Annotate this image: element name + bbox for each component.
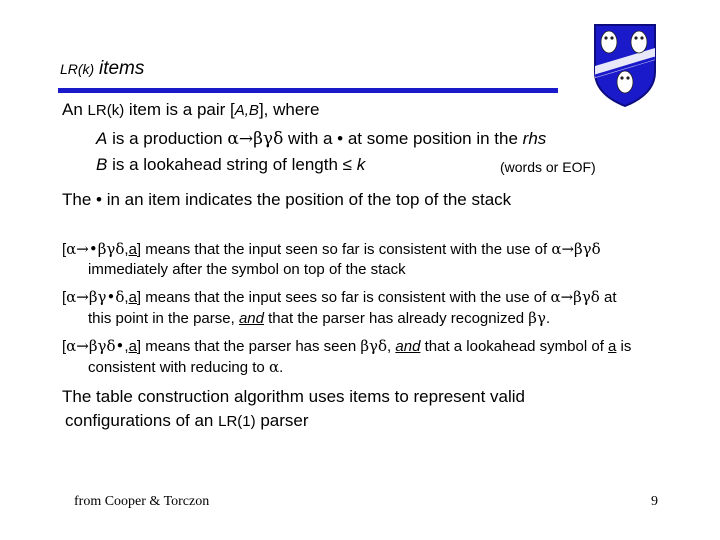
closing-text: parser [255,411,309,430]
bracket: [ [62,338,67,355]
closing-line: The table construction algorithm uses items to represent valid [62,387,526,406]
item-rule: α→•βγδ [66,240,125,258]
lookahead-symbol: a [128,289,137,306]
bracket: [ [62,241,67,258]
separator: , [124,241,129,258]
item-text: this point in the parse, [88,310,239,327]
page-number: 9 [651,494,658,509]
bracket: [ [62,289,67,306]
item-rule: α→βγ•δ [66,288,125,306]
item-text: means that the input seen so far is consistent with the use of [141,241,552,258]
bracket: ] [136,241,142,258]
item-text: that the parser has already recognized [263,310,529,327]
item-text: . [279,359,284,376]
title-rule [58,88,558,93]
item-text: , [387,338,396,355]
footer-source: from Cooper & Torczon [74,494,210,509]
emphasis-and: and [395,338,421,355]
bracket: ] [136,289,142,306]
item-explanation-2 [62,287,662,329]
bullet-k: k [356,155,366,174]
rhs-text: rhs [522,129,547,148]
slide-title [60,58,144,80]
separator: , [124,338,129,355]
emphasis-and: and [238,310,264,327]
production-symbol: α→βγδ [550,288,600,306]
intro-text: item is a pair [ [124,100,235,119]
intro-pair: A,B [234,102,259,119]
bullet-text: with a • at some position in the [283,129,523,148]
symbol-sequence: βγ [528,309,546,327]
item-continuation [62,308,662,329]
symbol-sequence: βγδ [360,337,388,355]
bullet-lookahead [96,155,365,175]
title-word: items [98,58,145,79]
item-text: means that the parser has seen [141,338,361,355]
intro-lr: LR(k) [87,102,125,119]
item-text: means that the input sees so far is consistent with the use of [141,289,551,306]
university-owl-shield-icon [592,22,658,108]
closing-text: configurations of an [65,411,219,430]
item-explanation-3 [62,336,662,378]
bullet-var: B [96,155,108,174]
aside-note: (words or EOF) [500,159,596,175]
lookahead-symbol: a [128,241,137,258]
symbol-alpha: α [268,358,280,376]
bullet-production [96,129,546,149]
bracket: ] [136,338,142,355]
bullet-text: is a lookahead string of length ≤ [107,155,357,174]
dot-explanation: The • in an item indicates the position of the top of the stack [62,190,512,209]
production-symbol: α→βγδ [227,129,284,149]
item-text: at [599,289,617,306]
closing-line [62,409,662,434]
item-text: . [545,310,551,327]
title-prefix: LR(k) [60,61,95,77]
production-symbol: α→βγδ [551,240,601,258]
bullet-var: A [96,129,108,148]
intro-text: An [62,100,88,119]
item-text: that a lookahead symbol of [420,338,609,355]
lookahead-symbol: a [128,338,137,355]
separator: , [124,289,129,306]
item-continuation: immediately after the symbol on top of the stack [88,261,406,278]
bullet-text: is a production [107,129,228,148]
closing-lr: LR(1) [218,413,256,430]
intro-line [62,100,319,120]
intro-text: ], where [258,100,320,119]
item-text: is [616,338,632,355]
closing-statement [62,385,662,434]
item-continuation [62,357,662,378]
item-rule: α→βγδ• [66,337,125,355]
lookahead-symbol: a [608,338,617,355]
item-text: consistent with reducing to [88,359,269,376]
item-explanation-1 [62,239,662,280]
